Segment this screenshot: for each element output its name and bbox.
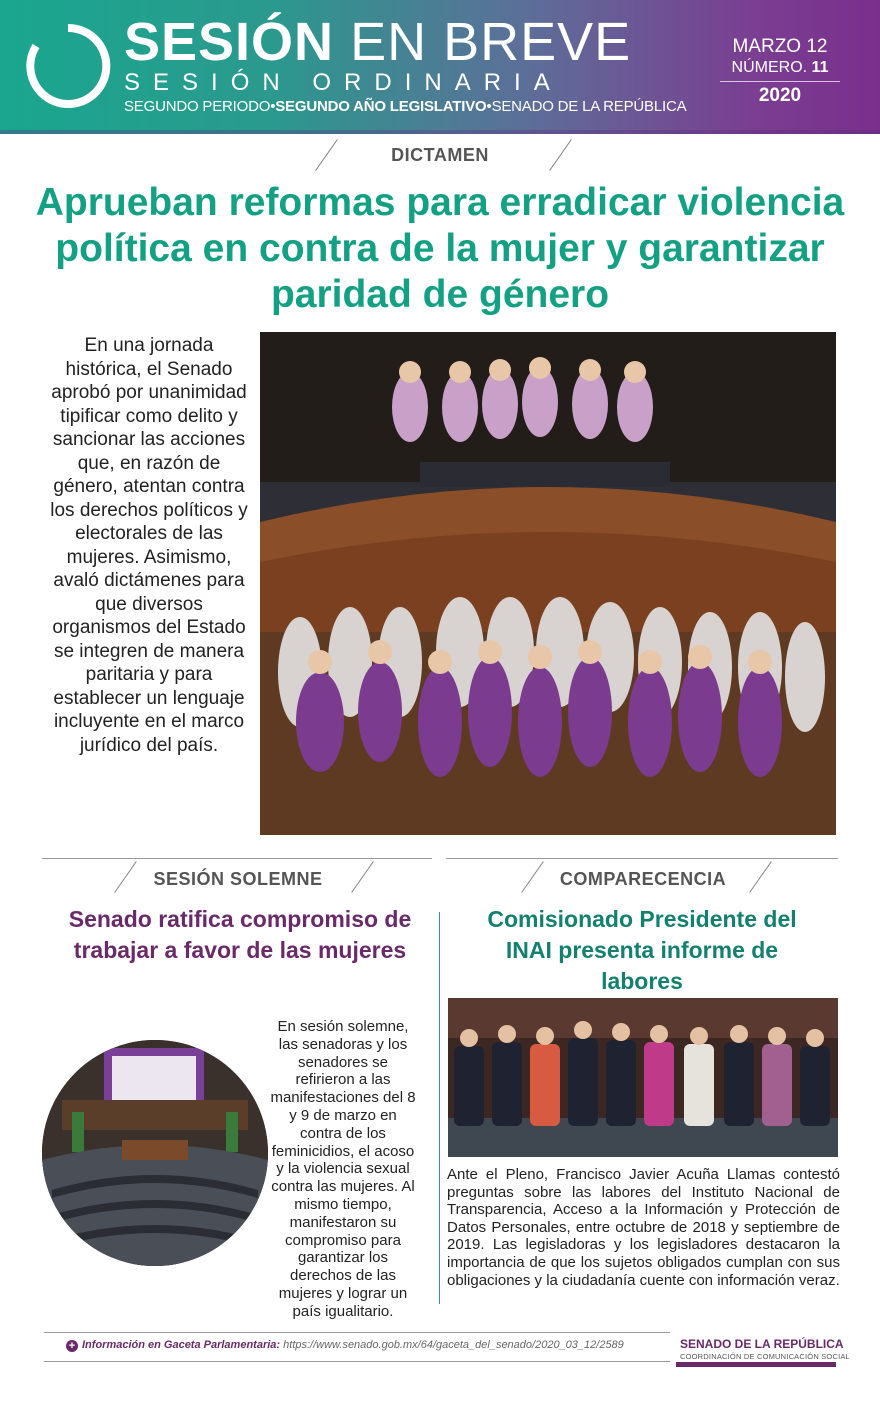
senators-group-photo [260,332,836,835]
issue-year: 2020 [758,85,802,106]
issue-number [720,58,840,78]
footer-accent-bar [676,1362,836,1367]
divider [720,81,840,82]
section-slash-right [749,861,772,893]
section-label-dictamen: DICTAMEN [391,145,489,165]
section-slash-right [351,861,374,893]
gaceta-info [66,1339,624,1352]
title-bold: SESIÓN [124,12,335,72]
section-rule-left [42,858,432,859]
main-article-body: En una jornada histórica, el Senado aprobó por unanimidad tipificar como delito y sancionar las acciones que, en razón de género, atentan contra los derechos políticos y electorales de las mujeres. Asimismo, avaló dictámenes para que diversos organismos del Estado se integren de manera paritaria y para establecer un lenguaje incluyente en el marco jurídico del país. [50,335,248,756]
section-label-solemne: SESIÓN SOLEMNE [153,869,323,889]
section-slash-left [315,139,338,171]
newsletter-title [124,14,631,70]
issue-info [720,36,840,107]
section-slash-right [549,139,572,171]
section-label-comparecencia: COMPARECENCIA [559,869,727,889]
section-rule-right [446,858,838,859]
header-bottom-strip [0,130,880,134]
senate-chamber-round-photo [42,1040,268,1266]
plus-circle-icon: + [66,1340,78,1352]
ring-logo-icon [24,22,112,110]
main-headline: Aprueban reformas para erradicar violencia política en contra de la mujer y garantizar paridad de género [35,181,845,316]
gaceta-link[interactable]: https://www.senado.gob.mx/64/gaceta_del_senado/2020_03_12/2589 [283,1339,624,1351]
period-line: SEGUNDO PERIODO•SEGUNDO AÑO LEGISLATIVO•SENADO DE LA REPÚBLICA [124,98,687,115]
organization-name: SENADO DE LA REPÚBLICA [680,1337,844,1351]
newsletter-subtitle: SESIÓN ORDINARIA [124,69,563,96]
gaceta-label: Información en Gaceta Parlamentaria: [82,1339,281,1351]
title-light: EN BREVE [350,12,632,72]
year-label: SEGUNDO AÑO LEGISLATIVO [275,98,487,115]
column-divider [439,912,440,1304]
issue-number-label: NÚMERO. [731,59,808,76]
senate-label: SENADO DE LA REPÚBLICA [491,98,687,115]
comparecencia-headline: Comisionado Presidente del INAI presenta informe de labores [487,906,797,994]
solemne-headline: Senado ratifica compromiso de trabajar a favor de las mujeres [68,906,412,963]
inai-group-photo [448,998,838,1157]
header-banner [0,0,880,134]
comparecencia-body: Ante el Pleno, Francisco Javier Acuña Llamas contestó preguntas sobre las labores del Instituto Nacional de Transparencia, Acceso a la Información y Protección de Datos Personales, entre octubre de 2018 y septiembre de 2019. Las legisladoras y los legisladores destacaron la importancia de que los sujetos obligados cumplan con sus obligaciones y la ciudadanía cuente con información veraz. [447,1166,840,1289]
issue-number-value: 11 [811,59,829,76]
period-label: SEGUNDO PERIODO [124,98,271,115]
organization-subtitle: COORDINACIÓN DE COMUNICACIÓN SOCIAL [680,1352,850,1361]
issue-date: MARZO 12 [732,36,828,57]
solemne-body: En sesión solemne, las senadoras y los senadores se refirieron a las manifestaciones del 8 y 9 de marzo en contra de los feminicidios, el acoso y la violencia sexual contra las mujeres. Al mismo tiempo, manifestaron su compromiso para garantizar los derechos de las mujeres y lograr un país igualitario. [270,1018,416,1320]
